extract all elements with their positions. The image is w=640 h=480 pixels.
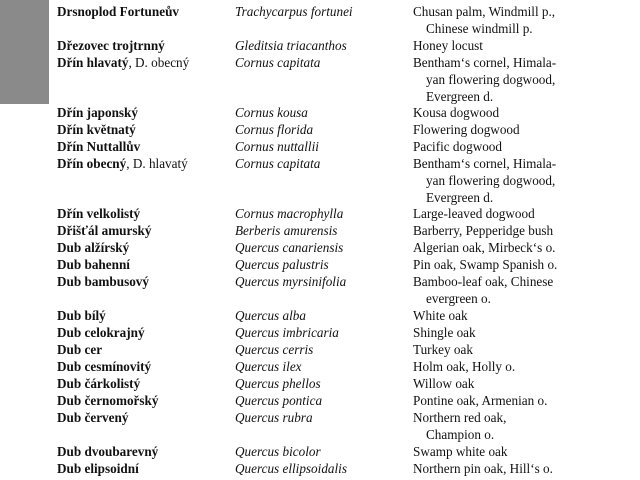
czech-headword: Dřín hlavatý — [57, 55, 129, 70]
entry-row — [0, 257, 640, 274]
czech-headword: Dub alžírský — [57, 240, 130, 255]
latin-name: Quercus cerris — [235, 342, 314, 357]
czech-synonym: , D. hlavatý — [126, 156, 188, 171]
czech-term — [57, 4, 179, 21]
english-name: yan flowering dogwood, — [426, 72, 556, 87]
english-name: evergreen o. — [426, 291, 491, 306]
latin-name: Cornus nuttallii — [235, 139, 319, 154]
czech-headword: Dub cer — [57, 342, 103, 357]
english-name: Kousa dogwood — [413, 105, 500, 120]
latin-name: Trachycarpus fortunei — [235, 4, 353, 19]
english-name: yan flowering dogwood, — [426, 173, 556, 188]
entry-row — [0, 240, 640, 257]
czech-term — [57, 105, 138, 122]
latin-name: Quercus alba — [235, 308, 306, 323]
latin-name: Quercus palustris — [235, 257, 329, 272]
czech-headword: Dub cesmínovitý — [57, 359, 152, 374]
english-name: Holm oak, Holly o. — [413, 359, 516, 374]
latin-name: Quercus imbricaria — [235, 325, 339, 340]
latin-name: Quercus canariensis — [235, 240, 344, 255]
english-name: Evergreen d. — [426, 89, 494, 104]
english-name: Pin oak, Swamp Spanish o. — [413, 257, 558, 272]
entry-row — [0, 325, 640, 342]
czech-term — [57, 410, 128, 427]
czech-term — [57, 122, 136, 139]
entry-row — [0, 139, 640, 156]
czech-term — [57, 376, 140, 393]
entry-continuation-row — [0, 291, 640, 308]
czech-term — [57, 55, 189, 72]
entry-continuation-row — [0, 72, 640, 89]
entry-continuation-row — [0, 190, 640, 207]
czech-term — [57, 274, 149, 291]
czech-term — [57, 156, 188, 173]
latin-name: Berberis amurensis — [235, 223, 338, 238]
entry-row — [0, 4, 640, 21]
english-name: Shingle oak — [413, 325, 476, 340]
entry-row — [0, 342, 640, 359]
entry-row — [0, 55, 640, 72]
english-name: Swamp white oak — [413, 444, 508, 459]
latin-name: Quercus pontica — [235, 393, 323, 408]
latin-name: Cornus florida — [235, 122, 314, 137]
entry-continuation-row — [0, 173, 640, 190]
latin-name: Quercus bicolor — [235, 444, 321, 459]
czech-headword: Dřín japonský — [57, 105, 138, 120]
entry-row — [0, 410, 640, 427]
entry-row — [0, 38, 640, 55]
czech-term — [57, 342, 102, 359]
entry-row — [0, 461, 640, 478]
english-name: Bentham‘s cornel, Himala- — [413, 156, 557, 171]
entry-continuation-row — [0, 21, 640, 38]
latin-name: Quercus phellos — [235, 376, 321, 391]
english-name: Chinese windmill p. — [426, 21, 533, 36]
english-name: Pacific dogwood — [413, 139, 502, 154]
czech-term — [57, 308, 106, 325]
czech-headword: Dub černomořský — [57, 393, 159, 408]
latin-name: Cornus capitata — [235, 156, 321, 171]
latin-name: Quercus myrsinifolia — [235, 274, 347, 289]
english-name: Northern red oak, — [413, 410, 507, 425]
entry-row — [0, 223, 640, 240]
english-name: Large-leaved dogwood — [413, 206, 535, 221]
english-name: Northern pin oak, Hill‘s o. — [413, 461, 553, 476]
czech-term — [57, 223, 151, 240]
entry-row — [0, 206, 640, 223]
czech-headword: Dřišťál amurský — [57, 223, 152, 238]
english-name: Pontine oak, Armenian o. — [413, 393, 548, 408]
entry-row — [0, 308, 640, 325]
czech-headword: Dřezovec trojtrnný — [57, 38, 165, 53]
czech-headword: Dub bílý — [57, 308, 106, 323]
czech-synonym: , D. obecný — [128, 55, 190, 70]
english-name: Turkey oak — [413, 342, 473, 357]
entry-row — [0, 376, 640, 393]
entry-row — [0, 156, 640, 173]
english-name: Bamboo-leaf oak, Chinese — [413, 274, 554, 289]
czech-headword: Dub elipsoidní — [57, 461, 139, 476]
czech-headword: Dub bahenní — [57, 257, 130, 272]
entry-row — [0, 393, 640, 410]
latin-name: Quercus ellipsoidalis — [235, 461, 347, 476]
latin-name: Cornus kousa — [235, 105, 308, 120]
czech-term — [57, 393, 158, 410]
czech-headword: Drsnoplod Fortuneův — [57, 4, 180, 19]
czech-term — [57, 461, 139, 478]
czech-headword: Dub červený — [57, 410, 129, 425]
english-name: Chusan palm, Windmill p., — [413, 4, 556, 19]
latin-name: Cornus capitata — [235, 55, 321, 70]
latin-name: Quercus ilex — [235, 359, 302, 374]
czech-headword: Dub dvoubarevný — [57, 444, 159, 459]
czech-term — [57, 38, 165, 55]
english-name: Barberry, Pepperidge bush — [413, 223, 554, 238]
czech-term — [57, 444, 158, 461]
czech-headword: Dub celokrajný — [57, 325, 145, 340]
english-name: Honey locust — [413, 38, 483, 53]
czech-headword: Dřín květnatý — [57, 122, 136, 137]
latin-name: Quercus rubra — [235, 410, 313, 425]
latin-name: Gleditsia triacanthos — [235, 38, 347, 53]
english-name: Evergreen d. — [426, 190, 494, 205]
czech-term — [57, 240, 129, 257]
czech-term — [57, 325, 145, 342]
czech-headword: Dřín Nuttallův — [57, 139, 141, 154]
czech-headword: Dub bambusový — [57, 274, 149, 289]
czech-term — [57, 257, 130, 274]
entry-row — [0, 274, 640, 291]
english-name: Willow oak — [413, 376, 475, 391]
english-name: Algerian oak, Mirbeck‘s o. — [413, 240, 556, 255]
czech-headword: Dřín velkolistý — [57, 206, 141, 221]
czech-headword: Dub čárkolistý — [57, 376, 141, 391]
english-name: White oak — [413, 308, 468, 323]
english-name: Champion o. — [426, 427, 495, 442]
entry-row — [0, 359, 640, 376]
entry-row — [0, 105, 640, 122]
czech-term — [57, 139, 140, 156]
entry-continuation-row — [0, 89, 640, 106]
entry-continuation-row — [0, 427, 640, 444]
czech-term — [57, 359, 151, 376]
entry-row — [0, 122, 640, 139]
english-name: Flowering dogwood — [413, 122, 520, 137]
czech-headword: Dřín obecný — [57, 156, 127, 171]
english-name: Bentham‘s cornel, Himala- — [413, 55, 557, 70]
czech-term — [57, 206, 140, 223]
entry-row — [0, 444, 640, 461]
latin-name: Cornus macrophylla — [235, 206, 344, 221]
